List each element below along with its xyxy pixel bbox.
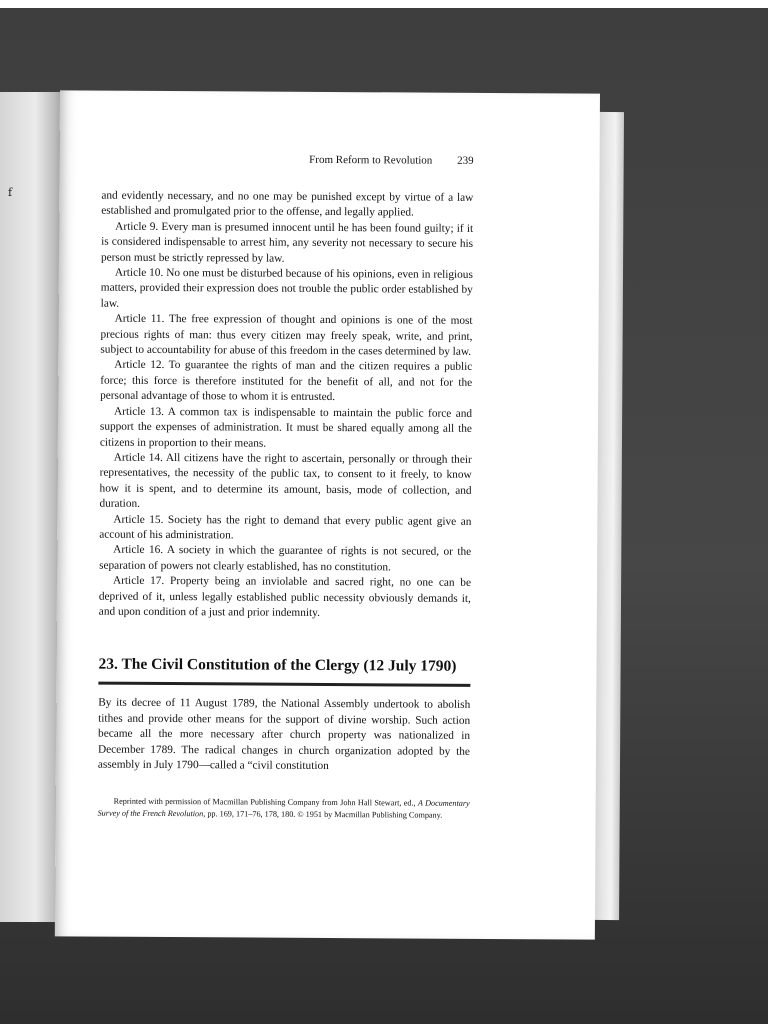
section-intro	[98, 696, 470, 776]
running-head	[102, 153, 474, 169]
continued-paragraph: and evidently necessary, and no one may be punished except by virtue of a law established and promulgated prior to the offense, and legally applied.	[101, 189, 474, 219]
running-head-title: From Reform to Revolution	[309, 153, 433, 167]
credit-text-before: Reprinted with permission of Macmillan Publishing Company from John Hall Stewart, ed.,	[113, 796, 418, 808]
credit-text-after: , pp. 169, 171–76, 178, 180. © 1951 by Macmillan Publishing Company.	[203, 809, 443, 820]
page-number: 239	[457, 154, 474, 167]
section-intro-paragraph: By its decree of 11 August 1789, the National Assembly undertook to abolish tithes and provide other means for the support of divine worship. Such action became all the more necessary after church property was nationalized in December 1789. The radical changes in church organization adopted by the assembly in July 1790—called a “civil constitution	[97, 696, 471, 773]
article-10: Article 10. No one must be disturbed because of his opinions, even in religious matters, provided their expression does not trouble the public order established by law.	[100, 266, 473, 310]
article-17: Article 17. Property being an inviolable and sacred right, no one can be deprived of it, unless legally established public necessity obviously demands it, and upon condition of a just and prior indemnity.	[98, 574, 472, 619]
article-9: Article 9. Every man is presumed innocent until he has been found guilty; if it is considered indispensable to arrest him, any severity not necessary to secure his person must be strictly repressed by law.	[100, 220, 474, 265]
article-16: Article 16. A society in which the guarantee of rights is not secured, or the separation of powers not clearly established, has no constitution.	[99, 544, 472, 574]
section-rule	[98, 682, 470, 687]
permission-note	[98, 796, 470, 822]
book-page	[55, 90, 600, 939]
section-heading: 23. The Civil Constitution of the Clergy (12 July 1790)	[98, 655, 457, 675]
scan-top-border	[0, 0, 768, 8]
margin-mark: f	[8, 186, 13, 199]
article-15: Article 15. Society has the right to demand that every public agent give an account of his administration.	[99, 513, 472, 542]
facing-page-edge	[0, 92, 64, 922]
article-11: Article 11. The free expression of thought and opinions is one of the most precious rights of man: thus every citizen may freely speak, write, and print, subject to accountability for abuse of this freedom in the cases determined by law.	[100, 312, 473, 358]
article-14: Article 14. All citizens have the right to ascertain, personally or through their representatives, the necessity of the public tax, to consent to it freely, to know how it is spent, and to determine its amount, basis, mode of collection, and duration.	[99, 451, 472, 510]
credit-book-title: A Documentary Survey of the French Revolution	[97, 798, 470, 819]
articles-text	[99, 189, 474, 623]
article-13: Article 13. A common tax is indispensable to maintain the public force and support the expenses of administration. It must be shared equally among all the citizens in proportion to their means.	[99, 405, 473, 450]
article-12: Article 12. To guarantee the rights of man and the citizen requires a public force; this force is therefore instituted for the benefit of all, and not for the personal advantage of those to whom it is entrusted.	[100, 359, 473, 404]
permission-note-paragraph	[98, 796, 470, 822]
